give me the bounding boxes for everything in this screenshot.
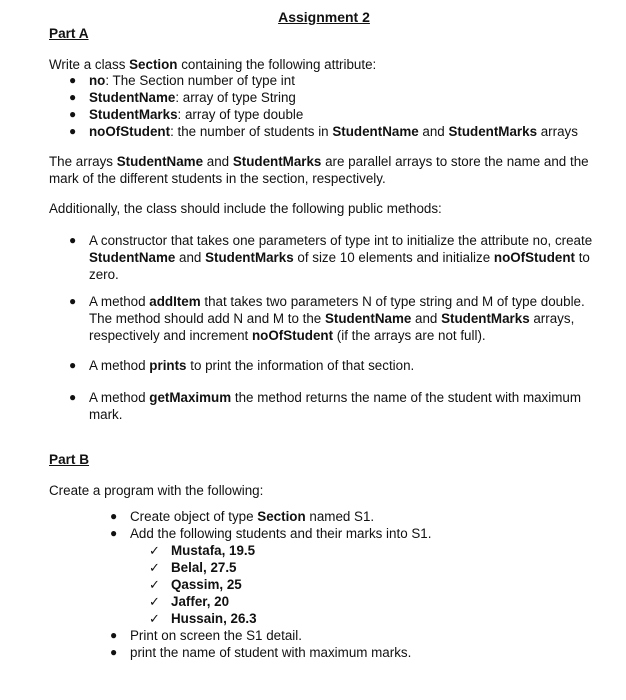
list-item: ● no: The Section number of type int [69,73,295,88]
list-item: ● A method addItem that takes two parameters N of type string and M of type double. The method should add N and M to the StudentName and StudentMarks arrays, respectively and increment noOfStudent (if the arrays are not full). [69,294,585,343]
checkmark-icon: ✓ [149,543,160,558]
student-item: ✓ Qassim, 25 [149,577,242,592]
student-list [149,542,471,627]
checkmark-icon: ✓ [149,611,160,626]
list-item: ● noOfStudent: the number of students in StudentName and StudentMarks arrays [69,124,578,139]
bullet-icon: ● [110,509,118,523]
list-item: ● Create object of type Section named S1. [110,509,375,524]
student-item: ✓ Belal, 27.5 [149,560,237,575]
student-item: ✓ Jaffer, 20 [149,594,230,609]
list-item: ● A method getMaximum the method returns the name of the student with maximum mark. [69,390,581,422]
bullet-icon: ● [69,233,77,247]
methods-list [69,389,599,423]
list-item: ● StudentMarks: array of type double [69,107,304,122]
bullet-icon: ● [69,358,77,372]
part-b-intro: Create a program with the following: [49,483,264,498]
attribute-list [69,72,609,140]
list-item: ● A constructor that takes one parameters of type int to initialize the attribute no, create StudentName and StudentMarks of size 10 elements and initialize noOfStudent to zero. [69,233,593,282]
methods-list [69,357,599,374]
list-item: ● Add the following students and their marks into S1. [110,526,432,541]
arrays-paragraph: The arrays StudentName and StudentMarks are parallel arrays to store the name and the mark of the different students in the section, respectively. [49,154,589,186]
bullet-icon: ● [69,390,77,404]
bullet-icon: ● [69,124,77,138]
bullet-icon: ● [69,90,77,104]
student-item: ✓ Mustafa, 19.5 [149,543,256,558]
bullet-icon: ● [110,645,118,659]
methods-intro: Additionally, the class should include the following public methods: [49,201,442,216]
checkmark-icon: ✓ [149,560,160,575]
list-item: ● print the name of student with maximum marks. [110,645,412,660]
methods-list [69,232,599,283]
bullet-icon: ● [69,294,77,308]
bullet-icon: ● [69,73,77,87]
part-a-heading: Part A [49,26,89,41]
checkmark-icon: ✓ [149,594,160,609]
bullet-icon: ● [69,107,77,121]
methods-list [69,293,599,344]
checkmark-icon: ✓ [149,577,160,592]
list-item: ● A method prints to print the information of that section. [69,358,415,373]
program-steps [110,627,600,661]
part-a-intro: Write a class Section containing the following attribute: [49,57,377,72]
assignment-title: Assignment 2 [278,9,370,25]
program-steps [110,508,600,542]
list-item: ● StudentName: array of type String [69,90,296,105]
list-item: ● Print on screen the S1 detail. [110,628,302,643]
bullet-icon: ● [110,628,118,642]
student-item: ✓ Hussain, 26.3 [149,611,257,626]
bullet-icon: ● [110,526,118,540]
part-b-heading: Part B [49,452,90,467]
